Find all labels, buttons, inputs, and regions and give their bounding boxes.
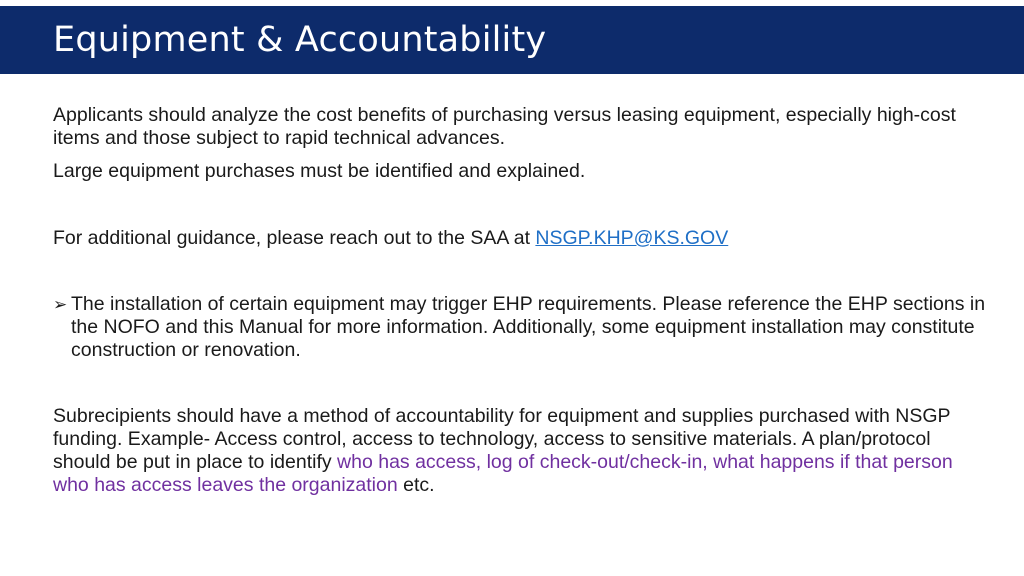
accountability-text: Subrecipients should have a method of accountability for equipment and supplies purchased with NSGP funding. Example- Access control, access to technology, access to sensitive materials. A plan/protocol should be put in place to identify — [53, 405, 951, 473]
cost-benefit-paragraph: Applicants should analyze the cost benefits of purchasing versus leasing equipment, especially high-cost items and those subject to rapid technical advances. — [53, 104, 956, 149]
ehp-bullet-text: The installation of certain equipment may trigger EHP requirements. Please reference the EHP sections in the NOFO and this Manual for more information. Additionally, some equipment installation may constitute construction or renovation. — [71, 293, 986, 361]
slide-body — [53, 104, 993, 497]
slide-title: Equipment & Accountability — [53, 20, 547, 60]
guidance-paragraph — [53, 227, 993, 250]
ehp-bullet — [53, 293, 993, 362]
accountability-suffix: etc. — [397, 474, 435, 496]
large-purchases-paragraph: Large equipment purchases must be identified and explained. — [53, 160, 586, 182]
accountability-paragraph — [53, 405, 993, 497]
accountability-highlight: who has access, log of check-out/check-in, what happens if that person who has access leaves the organization — [53, 451, 953, 496]
arrow-bullet-icon: ➢ — [53, 295, 68, 314]
saa-email-link[interactable]: NSGP.KHP@KS.GOV — [535, 227, 729, 249]
title-bar — [0, 6, 1024, 74]
guidance-text: For additional guidance, please reach out to the SAA at — [53, 227, 536, 249]
